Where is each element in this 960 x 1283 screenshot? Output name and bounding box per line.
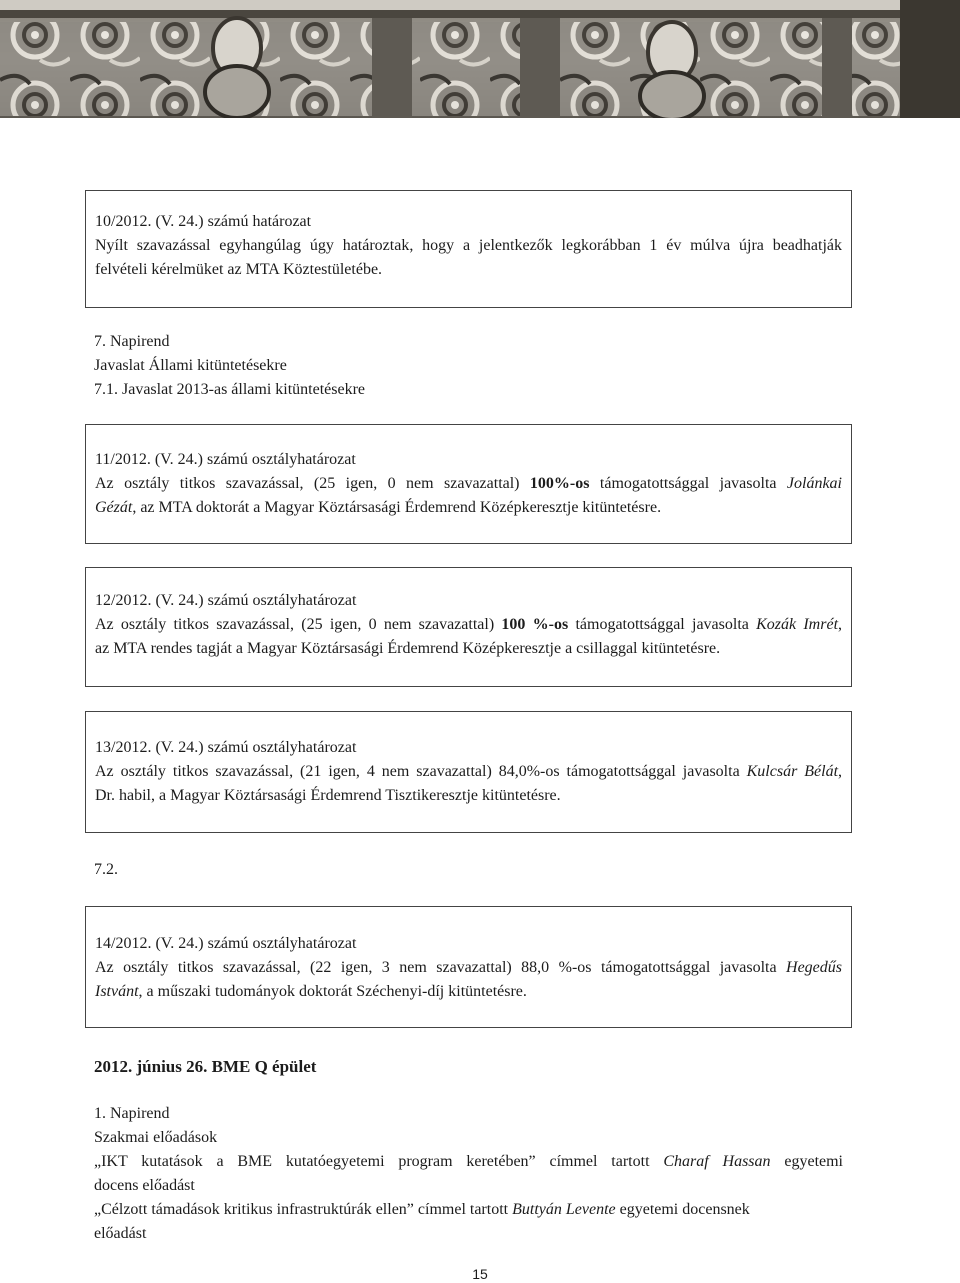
speaker-name: Charaf Hassan [663,1153,771,1170]
resolution-text-line: Gézát, az MTA doktorát a Magyar Köztársasági Érdemrend Középkeresztje kitüntetésre. [95,499,662,516]
section-7-2 [94,858,118,882]
resolution-title: 11/2012. (V. 24.) számú osztályhatározat [95,451,356,468]
talk-line: docens előadást [94,1177,195,1194]
agenda-heading: 7. Napirend [94,333,170,350]
nominee-name: Istvánt [95,983,139,1000]
resolution-box-10 [85,190,852,308]
resolution-text-line: Nyílt szavazással egyhangúlag úgy határoztak, hogy a jelentkezők legkorábban 1 év múlva újra beadhatják [95,237,842,254]
nominee-name: Kulcsár Bélát [746,763,839,780]
talk-line: „Célzott támadások kritikus infrastruktúrák ellen” címmel tartott Buttyán Levente egyetemi docensnek [94,1201,750,1218]
resolution-text-line: felvételi kérelmüket az MTA Köztestületébe. [95,261,383,278]
resolution-text-line: Az osztály titkos szavazással, (25 igen, 0 nem szavazattal) 100%-os támogatottsággal javasolta Jolánkai [95,475,842,492]
talk-line: „IKT kutatások a BME kutatóegyetemi program keretében” címmel tartott Charaf Hassan egyetemi [94,1153,844,1170]
nominee-name: Hegedűs [786,959,842,976]
frieze-ornament-image [0,0,960,122]
agenda-subitem: 7.1. Javaslat 2013-as állami kitüntetésekre [94,381,366,398]
section-number: 7.2. [94,861,118,878]
resolution-text-line: az MTA rendes tagját a Magyar Köztársasági Érdemrend Középkeresztje a csillaggal kitüntetésre. [95,640,721,657]
nominee-name: Kozák Imrét [756,616,839,633]
speaker-name: Buttyán Levente [512,1201,616,1218]
resolution-box-12 [85,567,852,687]
resolution-box-13 [85,711,852,833]
resolution-text-line: Az osztály titkos szavazással, (25 igen, 0 nem szavazattal) 100 %-os támogatottsággal javasolta Kozák Imrét, [95,616,843,633]
resolution-title: 13/2012. (V. 24.) számú osztályhatározat [95,739,357,756]
resolution-box-11 [85,424,852,544]
agenda-subtitle: Szakmai előadások [94,1129,218,1146]
resolution-title: 12/2012. (V. 24.) számú osztályhatározat [95,592,357,609]
agenda-heading: 1. Napirend [94,1105,170,1122]
resolution-text-line: Istvánt, a műszaki tudományok doktorát Széchenyi-díj kitüntetésre. [95,983,527,1000]
resolution-text-line: Az osztály titkos szavazással, (21 igen, 4 nem szavazattal) 84,0%-os támogatottsággal javasolta Kulcsár Bélát, [95,763,843,780]
meeting-section [94,1054,844,1246]
resolution-title: 10/2012. (V. 24.) számú határozat [95,213,312,230]
talk-line: előadást [94,1225,147,1242]
ornamental-header-banner [0,0,960,122]
page-number: 15 [472,1266,488,1282]
resolution-box-14 [85,906,852,1028]
resolution-text-line: Dr. habil, a Magyar Köztársasági Érdemrend Tisztikeresztje kitüntetésre. [95,787,561,804]
meeting-heading: 2012. június 26. BME Q épület [94,1057,317,1076]
resolution-title: 14/2012. (V. 24.) számú osztályhatározat [95,935,357,952]
agenda-subtitle: Javaslat Állami kitüntetésekre [94,357,287,374]
resolution-text-line: Az osztály titkos szavazással, (22 igen, 3 nem szavazattal) 88,0 %-os támogatottsággal javasolta Hegedűs [95,959,842,976]
nominee-name: Gézát [95,499,133,516]
agenda-item-7 [94,330,365,402]
nominee-name: Jolánkai [786,475,842,492]
